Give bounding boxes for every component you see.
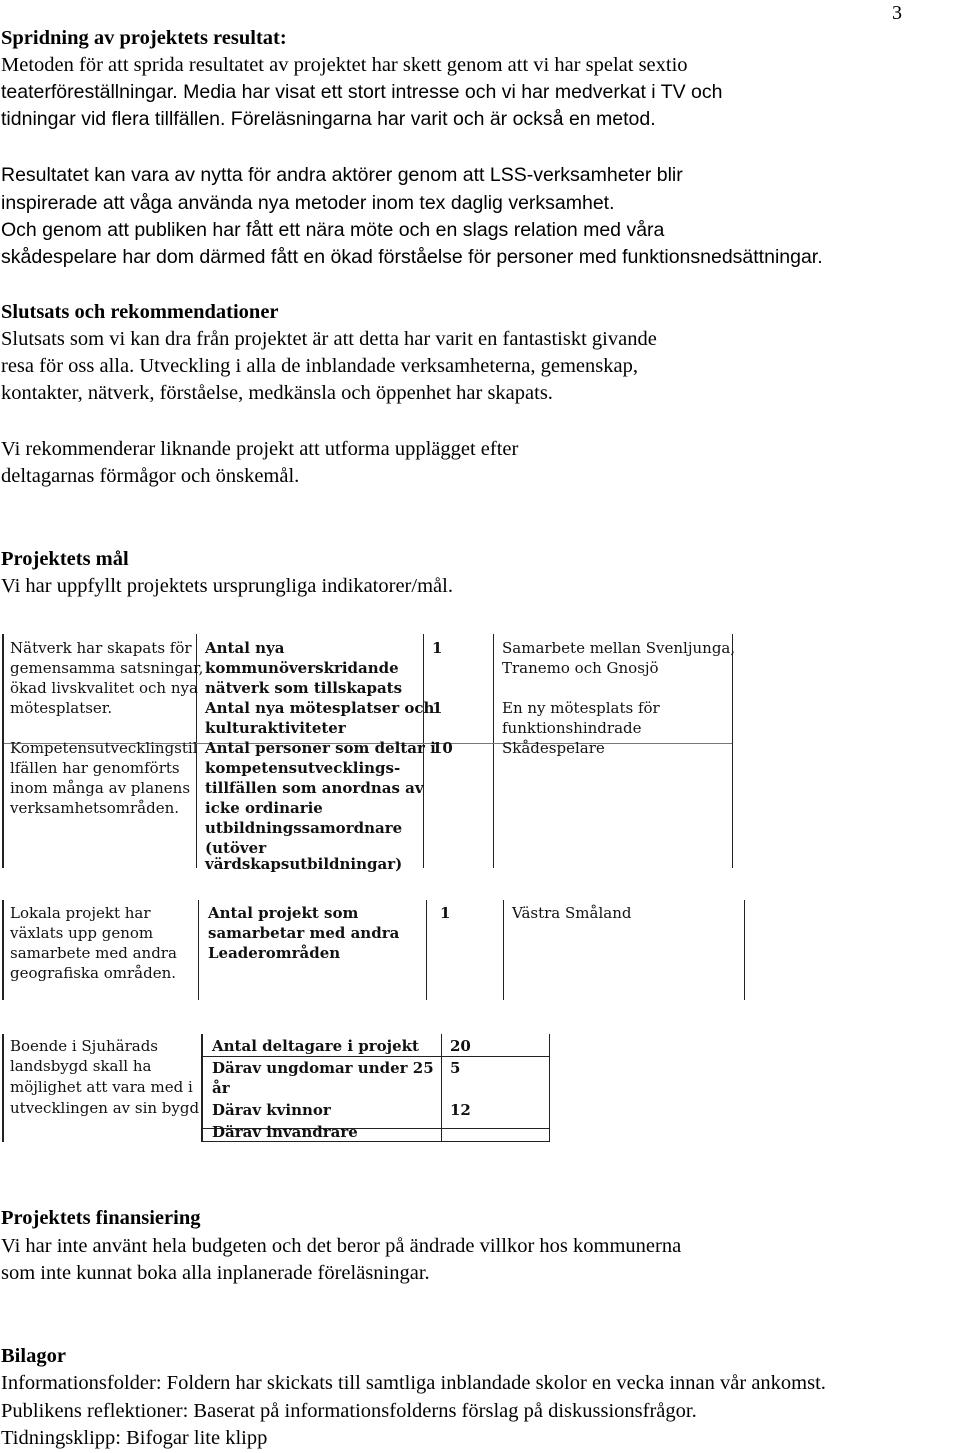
participants-value: 12 <box>450 1101 471 1119</box>
indicator-text: utbildningssamordnare <box>205 819 403 837</box>
indicator-text: Antal nya <box>205 639 285 657</box>
result-text: En ny mötesplats för <box>502 699 660 717</box>
indicator-table-1 <box>0 630 740 873</box>
indicator-text: Antal personer som deltar i <box>205 739 436 757</box>
paragraph-line: Vi har inte använt hela budgeten och det beror på ändrade villkor hos kommunerna <box>1 1235 682 1257</box>
indicator-text: (utöver <box>205 839 267 857</box>
paragraph-line: Vi rekommenderar liknande projekt att utforma upplägget efter <box>1 438 519 460</box>
indicator-table-2 <box>0 895 750 1005</box>
indicator-text: nätverk som tillskapats <box>205 679 403 697</box>
goal-text: Nätverk har skapats för <box>10 639 192 657</box>
indicator-text: tillfällen som anordnas av <box>205 779 424 797</box>
paragraph-line: resa för oss alla. Utveckling i alla de inblandade verksamheterna, gemenskap, <box>1 355 638 377</box>
goal-text: växlats upp genom <box>10 924 154 942</box>
indicator-text: värdskapsutbildningar) <box>205 855 403 873</box>
participants-label: år <box>212 1079 230 1097</box>
attachment-line: Publikens reflektioner: Baserat på informationsfolderns förslag på diskussionsfrågor. <box>1 1400 697 1422</box>
goal-text: inom många av planens <box>10 779 191 797</box>
indicator-value: 10 <box>432 739 453 757</box>
paragraph-line: Metoden för att sprida resultatet av projektet har skett genom att vi har spelat sextio <box>1 54 688 76</box>
indicator-text: kulturaktiviteter <box>205 719 346 737</box>
participants-value: 5 <box>450 1059 461 1077</box>
indicator-value: 1 <box>432 639 443 657</box>
paragraph-line: skådespelare har dom därmed fått en ökad förståelse för personer med funktionsnedsättningar. <box>1 246 823 268</box>
goal-text: Boende i Sjuhärads <box>10 1037 159 1055</box>
page-number: 3 <box>892 2 902 24</box>
paragraph-line: deltagarnas förmågor och önskemål. <box>1 465 300 487</box>
goal-text: Lokala projekt har <box>10 904 151 922</box>
participants-value: 20 <box>450 1037 471 1055</box>
goal-text: gemensamma satsningar, <box>10 659 204 677</box>
paragraph-line: Vi har uppfyllt projektets ursprungliga indikatorer/mål. <box>1 575 453 597</box>
heading-goals: Projektets mål <box>1 548 129 570</box>
result-text: Skådespelare <box>502 739 605 757</box>
goal-text: lfällen har genomförts <box>10 759 180 777</box>
heading-dissemination: Spridning av projektets resultat: <box>1 27 287 49</box>
indicator-text: Leaderområden <box>208 944 341 962</box>
indicator-text: icke ordinarie <box>205 799 323 817</box>
result-text: Västra Småland <box>512 904 632 922</box>
result-text: Tranemo och Gnosjö <box>502 659 659 677</box>
goal-text: geografiska områden. <box>10 964 177 982</box>
goal-text: Kompetensutvecklingstil <box>10 739 198 757</box>
participants-label: Därav ungdomar under 25 <box>212 1059 434 1077</box>
paragraph-line: Resultatet kan vara av nytta för andra aktörer genom att LSS-verksamheter blir <box>1 164 683 186</box>
paragraph-line: Slutsats som vi kan dra från projektet är att detta har varit en fantastiskt givande <box>1 328 657 350</box>
participants-label: Därav invandrare <box>212 1123 358 1141</box>
result-text: Samarbete mellan Svenljunga, <box>502 639 736 657</box>
goal-text: möjlighet att vara med i <box>10 1078 193 1096</box>
indicator-text: kommunöverskridande <box>205 659 399 677</box>
paragraph-line: som inte kunnat boka alla inplanerade föreläsningar. <box>1 1262 430 1284</box>
participants-table <box>0 1030 560 1145</box>
goal-text: verksamhetsområden. <box>10 799 180 817</box>
paragraph-line: teaterföreställningar. Media har visat ett stort intresse och vi har medverkat i TV och <box>1 81 723 103</box>
paragraph-line: Och genom att publiken har fått ett nära möte och en slags relation med våra <box>1 219 665 241</box>
paragraph-line: tidningar vid flera tillfällen. Föreläsningarna har varit och är också en metod. <box>1 108 656 130</box>
paragraph-line: inspirerade att våga använda nya metoder inom tex daglig verksamhet. <box>1 192 615 214</box>
participants-label: Därav kvinnor <box>212 1101 331 1119</box>
goal-text: utvecklingen av sin bygd <box>10 1099 200 1117</box>
indicator-value: 1 <box>440 904 451 922</box>
attachment-line: Tidningsklipp: Bifogar lite klipp <box>1 1427 268 1449</box>
attachment-line: Informationsfolder: Foldern har skickats till samtliga inblandade skolor en vecka innan vår ankomst. <box>1 1372 826 1394</box>
goal-text: mötesplatser. <box>10 699 113 717</box>
indicator-text: Antal projekt som <box>208 904 359 922</box>
heading-attachments: Bilagor <box>1 1345 66 1367</box>
heading-conclusions: Slutsats och rekommendationer <box>1 301 279 323</box>
goal-text: samarbete med andra <box>10 944 177 962</box>
indicator-value: 1 <box>432 699 443 717</box>
indicator-text: kompetensutvecklings- <box>205 759 401 777</box>
goal-text: landsbygd skall ha <box>10 1057 152 1075</box>
paragraph-line: kontakter, nätverk, förståelse, medkänsla och öppenhet har skapats. <box>1 382 553 404</box>
indicator-text: samarbetar med andra <box>208 924 400 942</box>
goal-text: ökad livskvalitet och nya <box>10 679 198 697</box>
indicator-text: Antal nya mötesplatser och <box>205 699 435 717</box>
heading-financing: Projektets finansiering <box>1 1207 201 1229</box>
participants-label: Antal deltagare i projekt <box>212 1037 419 1055</box>
result-text: funktionshindrade <box>502 719 642 737</box>
